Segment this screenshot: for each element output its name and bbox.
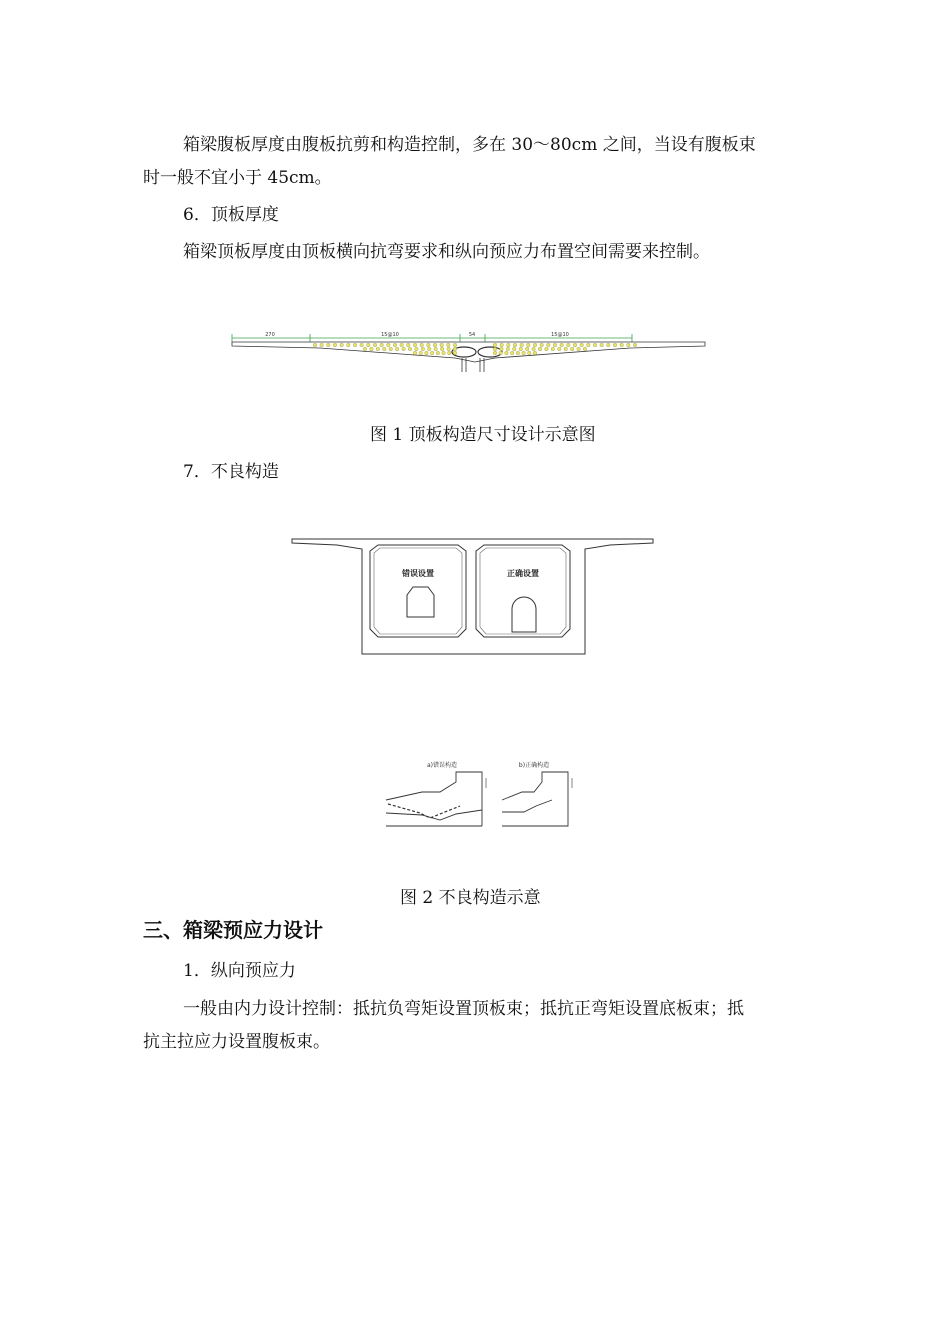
tendon-duct-dot: [512, 347, 516, 351]
figure1-dim-label: 15@10: [551, 332, 569, 338]
figure1-dim-label: 270: [265, 332, 275, 338]
tendon-duct-dot: [499, 351, 503, 355]
tendon-duct-dot: [520, 343, 524, 347]
figure1-dim-label: 54: [468, 332, 476, 338]
tendon-duct-dot: [393, 343, 397, 347]
tendon-duct-dot: [395, 347, 399, 351]
tendon-duct-dot: [453, 343, 457, 347]
tendon-duct-dot: [447, 343, 451, 347]
tendon-duct-dot: [627, 343, 631, 347]
tendon-duct-dot: [506, 347, 510, 351]
tendon-duct-dot: [551, 347, 555, 351]
tendon-duct-dot: [340, 343, 344, 347]
tendon-duct-dot: [560, 343, 564, 347]
tendon-duct-dot: [425, 351, 429, 355]
paragraph-top-slab: 箱梁顶板厚度由顶板横向抗弯要求和纵向预应力布置空间需要来控制。: [183, 242, 710, 262]
tendon-duct-dot: [413, 351, 417, 355]
tendon-duct-dot: [347, 343, 351, 347]
tendon-duct-dot: [421, 347, 425, 351]
tendon-duct-dot: [607, 343, 611, 347]
tendon-duct-dot: [407, 343, 411, 347]
tendon-duct-dot: [500, 343, 504, 347]
tendon-duct-dot: [408, 347, 412, 351]
tendon-duct-dot: [505, 351, 509, 355]
tendon-duct-dot: [600, 343, 604, 347]
figure2-box-girder-diagram: [290, 537, 656, 657]
tendon-duct-dot: [413, 343, 417, 347]
tendon-duct-dot: [513, 343, 517, 347]
tendon-duct-dot: [527, 351, 531, 355]
tendon-duct-dot: [567, 343, 571, 347]
tendon-duct-dot: [540, 343, 544, 347]
tendon-duct-dot: [442, 351, 446, 355]
figure1-top-slab-diagram: [230, 330, 710, 374]
tendon-duct-dot: [436, 351, 440, 355]
tendon-duct-dot: [583, 347, 587, 351]
tendon-duct-dot: [564, 347, 568, 351]
box-right-label: 正确设置: [507, 568, 539, 578]
tendon-duct-dot: [427, 347, 431, 351]
tendon-duct-dot: [373, 343, 377, 347]
tendon-duct-dot: [447, 351, 451, 355]
tendon-duct-dot: [353, 343, 357, 347]
tendon-duct-dot: [420, 343, 424, 347]
tendon-duct-dot: [547, 343, 551, 347]
tendon-duct-dot: [620, 343, 624, 347]
tendon-duct-dot: [587, 343, 591, 347]
tendon-duct-dot: [419, 351, 423, 355]
tendon-duct-dot: [367, 343, 371, 347]
figure1-dim-label: 15@10: [381, 332, 399, 338]
tendon-duct-dot: [430, 351, 434, 355]
tendon-duct-dot: [633, 343, 637, 347]
tendon-duct-dot: [327, 343, 331, 347]
tendon-duct-dot: [453, 351, 457, 355]
tendon-duct-dot: [415, 347, 419, 351]
tendon-duct-dot: [453, 347, 457, 351]
tendon-duct-dot: [613, 343, 617, 347]
tendon-duct-dot: [389, 347, 393, 351]
figure2-detail-diagram: [384, 758, 584, 830]
tendon-duct-dot: [382, 347, 386, 351]
detail-b-label: b)正确构造: [518, 762, 550, 769]
detail-a-label: a)错误构造: [426, 762, 458, 769]
tendon-duct-dot: [522, 351, 526, 355]
tendon-duct-dot: [363, 347, 367, 351]
paragraph-longitudinal-line2: 抗主拉应力设置腹板束。: [143, 1032, 330, 1052]
item-6-heading: 6．顶板厚度: [183, 205, 279, 225]
tendon-duct-dot: [440, 343, 444, 347]
tendon-duct-dot: [573, 343, 577, 347]
tendon-duct-dot: [427, 343, 431, 347]
tendon-duct-dot: [577, 347, 581, 351]
tendon-duct-dot: [507, 343, 511, 347]
paragraph-longitudinal-line1: 一般由内力设计控制：抵抗负弯矩设置顶板束；抵抗正弯矩设置底板束；抵: [183, 999, 744, 1019]
tendon-duct-dot: [510, 351, 514, 355]
tendon-duct-dot: [533, 343, 537, 347]
tendon-duct-dot: [447, 347, 451, 351]
box-left-label: 错误设置: [402, 568, 434, 578]
item-1-heading: 1．纵向预应力: [183, 961, 296, 981]
tendon-duct-dot: [400, 343, 404, 347]
tendon-duct-dot: [553, 343, 557, 347]
tendon-duct-dot: [493, 347, 497, 351]
correct-opening-icon: [512, 597, 536, 632]
tendon-duct-dot: [545, 347, 549, 351]
tendon-duct-dot: [557, 347, 561, 351]
paragraph-web-thickness-line2: 时一般不宜小于 45cm。: [143, 168, 332, 188]
tendon-duct-dot: [434, 347, 438, 351]
tendon-duct-dot: [493, 343, 497, 347]
tendon-duct-dot: [360, 343, 364, 347]
tendon-duct-dot: [402, 347, 406, 351]
item-7-heading: 7．不良构造: [183, 462, 279, 482]
tendon-duct-dot: [525, 347, 529, 351]
tendon-duct-dot: [387, 343, 391, 347]
tendon-duct-dot: [500, 347, 504, 351]
tendon-duct-dot: [538, 347, 542, 351]
tendon-duct-dot: [433, 343, 437, 347]
tendon-duct-dot: [516, 351, 520, 355]
tendon-duct-dot: [313, 343, 317, 347]
tendon-duct-dot: [440, 347, 444, 351]
tendon-duct-dot: [570, 347, 574, 351]
paragraph-web-thickness-line1: 箱梁腹板厚度由腹板抗剪和构造控制，多在 30～80cm 之间，当设有腹板束: [183, 135, 756, 155]
figure2-caption: 图 2 不良构造示意: [400, 888, 541, 908]
tendon-duct-dot: [580, 343, 584, 347]
wrong-opening-icon: [407, 587, 434, 617]
tendon-duct-dot: [333, 343, 337, 347]
tendon-duct-dot: [376, 347, 380, 351]
tendon-duct-dot: [593, 343, 597, 347]
section-3-heading: 三、箱梁预应力设计: [143, 918, 323, 942]
tendon-duct-dot: [370, 347, 374, 351]
tendon-duct-dot: [519, 347, 523, 351]
tendon-duct-dot: [533, 351, 537, 355]
tendon-duct-dot: [380, 343, 384, 347]
figure1-caption: 图 1 顶板构造尺寸设计示意图: [370, 425, 596, 445]
tendon-duct-dot: [527, 343, 531, 347]
tendon-duct-dot: [320, 343, 324, 347]
tendon-duct-dot: [493, 351, 497, 355]
tendon-duct-dot: [532, 347, 536, 351]
